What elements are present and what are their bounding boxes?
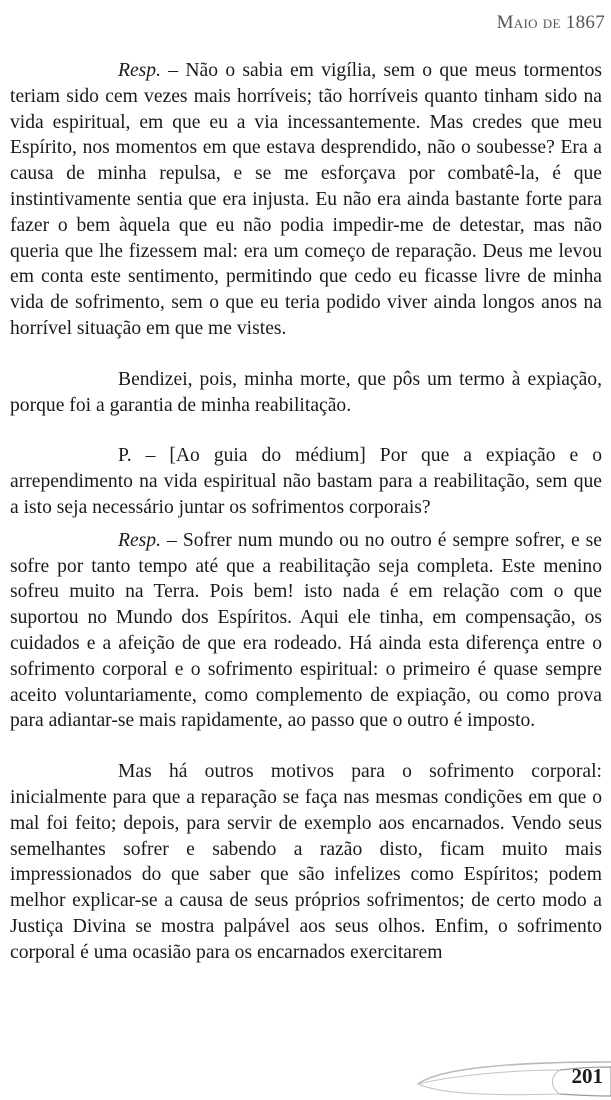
response-label: Resp.	[118, 60, 161, 81]
page-number: 201	[571, 1064, 603, 1088]
paragraph-text: Bendizei, pois, minha morte, que pôs um termo à expiação, porque foi a garantia de minha reabilitação.	[10, 368, 602, 416]
paragraph-text: – Não o sabia em vigília, sem o que meus tormentos teriam sido cem vezes mais horríveis; tão horríveis quanto tinham sido na vida espiritual, em que eu a via incessantemente. Mas credes que meu Espírito, nos momentos em que estava desprendido, não o soubesse? Era a causa de minha repulsa, e se me esforçava por combatê-la, é que instintivamente sentia que era injusta. Eu não era ainda bastante forte para fazer o bem àquela que eu não podia impedir-me de detestar, mas não queria que lhe fizessem mal: era um começo de reparação. Deus me levou em conta este sentimento, permitindo que cedo eu ficasse livre de minha vida de sofrimento, sem o que eu teria podido viver ainda longos anos na horrível situação em que me vistes.	[10, 60, 602, 339]
running-header: Maio de 1867	[496, 12, 605, 33]
paragraph	[10, 367, 602, 419]
page-footer	[400, 1032, 611, 1100]
paragraph	[10, 443, 602, 520]
paragraph	[10, 528, 602, 734]
paragraph-text: P. – [Ao guia do médium] Por que a expiação e o arrependimento na vida espiritual não bastam para a reabilitação, sem que a isto seja necessário juntar os sofrimentos corporais?	[10, 445, 602, 518]
paragraph-text: Mas há outros motivos para o sofrimento corporal: inicialmente para que a reparação se faça nas mesmas condições em que o mal foi feito; depois, para servir de exemplo aos encarnados. Vendo seus semelhantes sofrer e sabendo a razão disto, ficam muito mais impressionados do que saber que são infelizes como Espíritos; podem melhor explicar-se a causa de seus próprios sofrimentos; de certo modo a Justiça Divina se mostra palpável aos seus olhos. Enfim, o sofrimento corporal é uma ocasião para os encarnados exercitarem	[10, 761, 602, 963]
paragraph	[10, 759, 602, 965]
body-text	[10, 58, 602, 966]
paragraph-text: – Sofrer num mundo ou no outro é sempre sofrer, e se sofre por tanto tempo até que a reabilitação seja completa. Este menino sofreu muito na Terra. Pois bem! isto nada é em relação com o que suportou no Mundo dos Espíritos. Aqui ele tinha, em compensação, os cuidados e a afeição de que era rodeado. Há ainda esta diferença entre o sofrimento corporal e o sofrimento espiritual: o primeiro é quase sempre aceito voluntariamente, como complemento de expiação, ou como prova para adiantar-se mais rapidamente, ao passo que o outro é imposto.	[10, 529, 602, 732]
paragraph	[10, 58, 602, 342]
response-label: Resp.	[118, 529, 161, 551]
